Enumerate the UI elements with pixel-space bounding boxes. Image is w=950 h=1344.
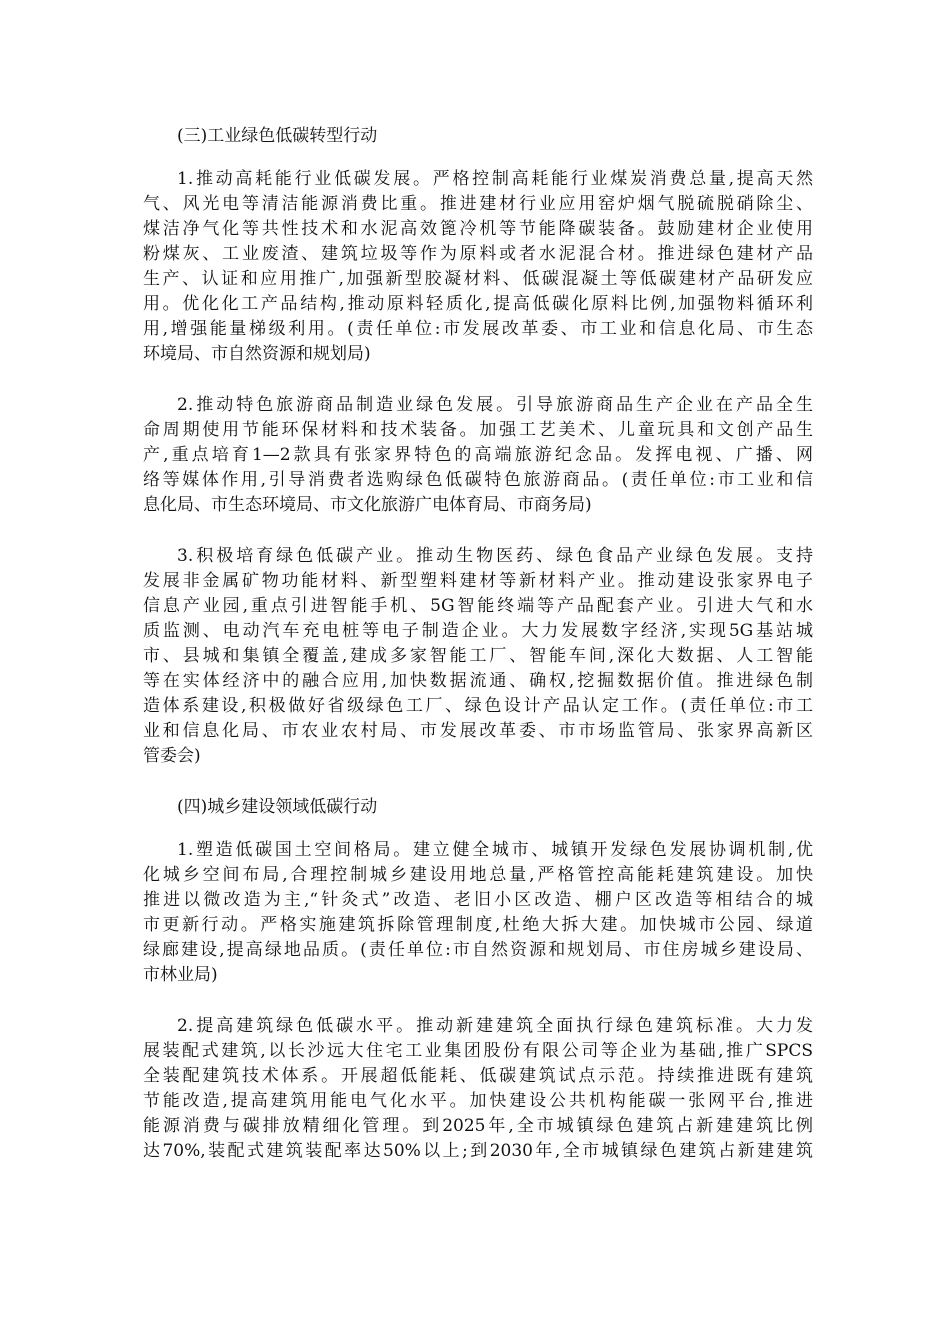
text-line: 产,重点培育1—2款具有张家界特色的高端旅游纪念品。发挥电视、广播、网 bbox=[143, 445, 813, 465]
text-line: 全装配建筑技术体系。开展超低能耗、低碳建筑试点示范。持续推进既有建筑 bbox=[143, 1066, 813, 1086]
text-line: 生产、认证和应用推广,加强新型胶凝材料、低碳混凝土等低碳建材产品研发应 bbox=[143, 269, 813, 289]
text-line: 业和信息化局、市农业农村局、市发展改革委、市市场监管局、张家界高新区 bbox=[143, 721, 813, 741]
text-line: 环境局、市自然资源和规划局) bbox=[143, 344, 371, 364]
text-line: 2.推动特色旅游商品制造业绿色发展。引导旅游商品生产企业在产品全生 bbox=[177, 395, 813, 415]
text-line: 煤洁净气化等共性技术和水泥高效篦冷机等节能降碳装备。鼓励建材企业使用 bbox=[143, 219, 813, 239]
text-line: 化城乡空间布局,合理控制城乡建设用地总量,严格管控高能耗建筑建设。加快 bbox=[143, 865, 813, 885]
text-line: 信息产业园,重点引进智能手机、5G智能终端等产品配套产业。引进大气和水 bbox=[143, 596, 813, 616]
text-line: 络等媒体作用,引导消费者选购绿色低碳特色旅游商品。(责任单位:市工业和信 bbox=[143, 470, 813, 490]
section-heading-4: (四)城乡建设领域低碳行动 bbox=[177, 797, 378, 817]
text-line: 达70%,装配式建筑装配率达50%以上;到2030年,全市城镇绿色建筑占新建建筑 bbox=[143, 1141, 813, 1161]
text-line: 绿廊建设,提高绿地品质。(责任单位:市自然资源和规划局、市住房城乡建设局、 bbox=[143, 940, 813, 960]
text-line: 用。优化化工产品结构,推动原料轻质化,提高低碳化原料比例,加强物料循环利 bbox=[143, 294, 813, 314]
text-line: 展装配式建筑,以长沙远大住宅工业集团股份有限公司等企业为基础,推广SPCS bbox=[143, 1041, 813, 1061]
text-line: 市林业局) bbox=[143, 965, 218, 985]
text-line: 1.推动高耗能行业低碳发展。严格控制高耗能行业煤炭消费总量,提高天然 bbox=[177, 169, 813, 189]
paragraph-5 bbox=[143, 1014, 813, 1164]
text-line: 息化局、市生态环境局、市文化旅游广电体育局、市商务局) bbox=[143, 495, 592, 515]
text-line: 市、县城和集镇全覆盖,建成多家智能工厂、智能车间,深化大数据、人工智能 bbox=[143, 646, 813, 666]
section-heading-3: (三)工业绿色低碳转型行动 bbox=[177, 126, 378, 146]
text-line: 质监测、电动汽车充电桩等电子制造企业。大力发展数字经济,实现5G基站城 bbox=[143, 621, 813, 641]
text-line: 1.塑造低碳国土空间格局。建立健全城市、城镇开发绿色发展协调机制,优 bbox=[177, 840, 813, 860]
text-line: 粉煤灰、工业废渣、建筑垃圾等作为原料或者水泥混合材。推进绿色建材产品 bbox=[143, 244, 813, 264]
text-line: 管委会) bbox=[143, 746, 201, 766]
text-line: 3.积极培育绿色低碳产业。推动生物医药、绿色食品产业绿色发展。支持 bbox=[177, 546, 813, 566]
text-line: 等在实体经济中的融合应用,加快数据流通、确权,挖掘数据价值。推进绿色制 bbox=[143, 671, 813, 691]
paragraph-2 bbox=[143, 393, 813, 518]
text-line: 气、风光电等清洁能源消费比重。推进建材行业应用窑炉烟气脱硫脱硝除尘、 bbox=[143, 194, 813, 214]
text-line: 推进以微改造为主,“针灸式”改造、老旧小区改造、棚户区改造等相结合的城 bbox=[143, 890, 813, 910]
text-line: 造体系建设,积极做好省级绿色工厂、绿色设计产品认定工作。(责任单位:市工 bbox=[143, 696, 813, 716]
text-line: 能源消费与碳排放精细化管理。到2025年,全市城镇绿色建筑占新建建筑比例 bbox=[143, 1116, 813, 1136]
paragraph-3 bbox=[143, 544, 813, 769]
text-line: 用,增强能量梯级利用。(责任单位:市发展改革委、市工业和信息化局、市生态 bbox=[143, 319, 813, 339]
paragraph-1 bbox=[143, 167, 813, 367]
text-line: 命周期使用节能环保材料和技术装备。加强工艺美术、儿童玩具和文创产品生 bbox=[143, 420, 813, 440]
text-line: 2.提高建筑绿色低碳水平。推动新建建筑全面执行绿色建筑标准。大力发 bbox=[177, 1016, 813, 1036]
text-line: 发展非金属矿物功能材料、新型塑料建材等新材料产业。推动建设张家界电子 bbox=[143, 571, 813, 591]
text-line: 节能改造,提高建筑用能电气化水平。加快建设公共机构能碳一张网平台,推进 bbox=[143, 1091, 813, 1111]
text-line: 市更新行动。严格实施建筑拆除管理制度,杜绝大拆大建。加快城市公园、绿道 bbox=[143, 915, 813, 935]
document-body bbox=[143, 124, 813, 1190]
paragraph-4 bbox=[143, 838, 813, 988]
